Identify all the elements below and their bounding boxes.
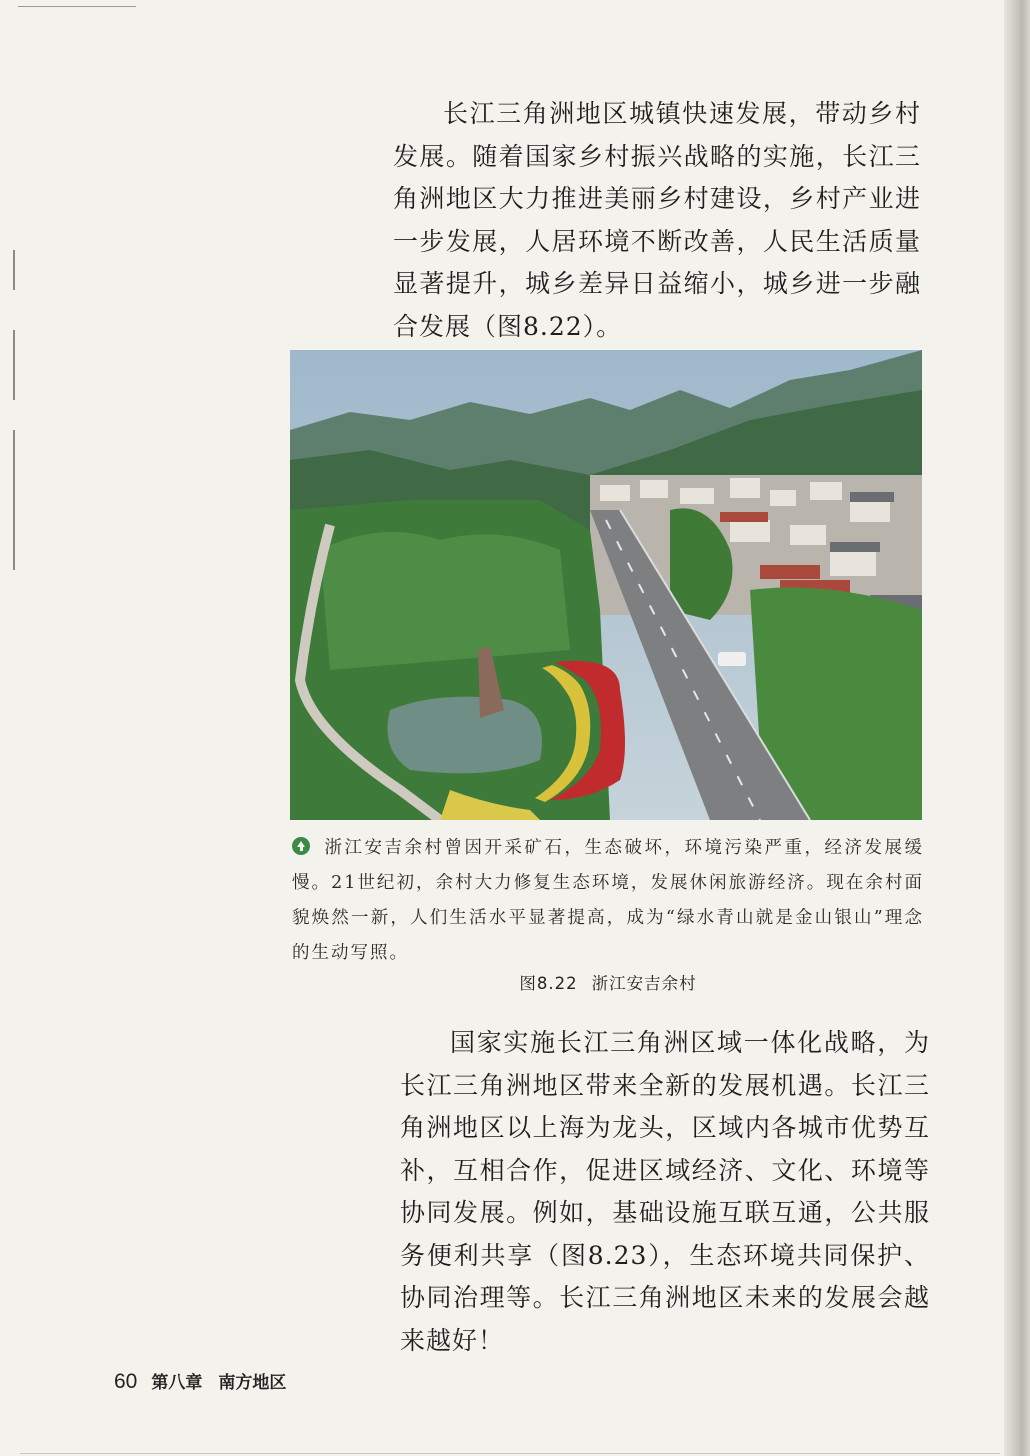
- body-paragraph-2: 国家实施长江三角洲区域一体化战略，为长江三角洲地区带来全新的发展机遇。长江三角洲地区以上海为龙头，区域内各城市优势互补，互相合作，促进区域经济、文化、环境等协同发展。例如，基础设施互联互通，公共服务便利共享（图8.23），生态环境共同保护、协同治理等。长江三角洲地区未来的发展会越来越好！: [400, 1028, 930, 1355]
- scan-artifact-mark: [13, 330, 15, 400]
- page-footer: [114, 1368, 286, 1394]
- figure-number: 图8.22: [519, 974, 578, 993]
- scan-artifact-line: [20, 1453, 1000, 1454]
- chapter-label: 第八章: [151, 1373, 203, 1393]
- scan-artifact-mark: [13, 430, 15, 570]
- figure-title: 浙江安吉余村: [591, 974, 697, 993]
- page-number: 60: [114, 1370, 138, 1393]
- page-binding-edge: [1004, 0, 1030, 1456]
- body-paragraph-1: 长江三角洲地区城镇快速发展，带动乡村发展。随着国家乡村振兴战略的实施，长江三角洲地区大力推进美丽乡村建设，乡村产业进一步发展，人居环境不断改善，人民生活质量显著提升，城乡差异日益缩小，城乡进一步融合发展（图8.22）。: [393, 99, 921, 341]
- figure-caption-text: 浙江安吉余村曾因开采矿石，生态破坏，环境污染严重，经济发展缓慢。21世纪初，余村大力修复生态环境，发展休闲旅游经济。现在余村面貌焕然一新，人们生活水平显著提高，成为“绿水青山就是金山银山”理念的生动写照。: [292, 838, 924, 963]
- up-arrow-circle-icon: [292, 837, 310, 855]
- figure-label: [292, 970, 924, 994]
- scan-artifact-mark: [13, 250, 15, 290]
- figure-caption: [292, 831, 924, 971]
- village-aerial-photo: [290, 350, 922, 820]
- section-label: 南方地区: [218, 1373, 287, 1393]
- scan-artifact-line: [18, 6, 136, 7]
